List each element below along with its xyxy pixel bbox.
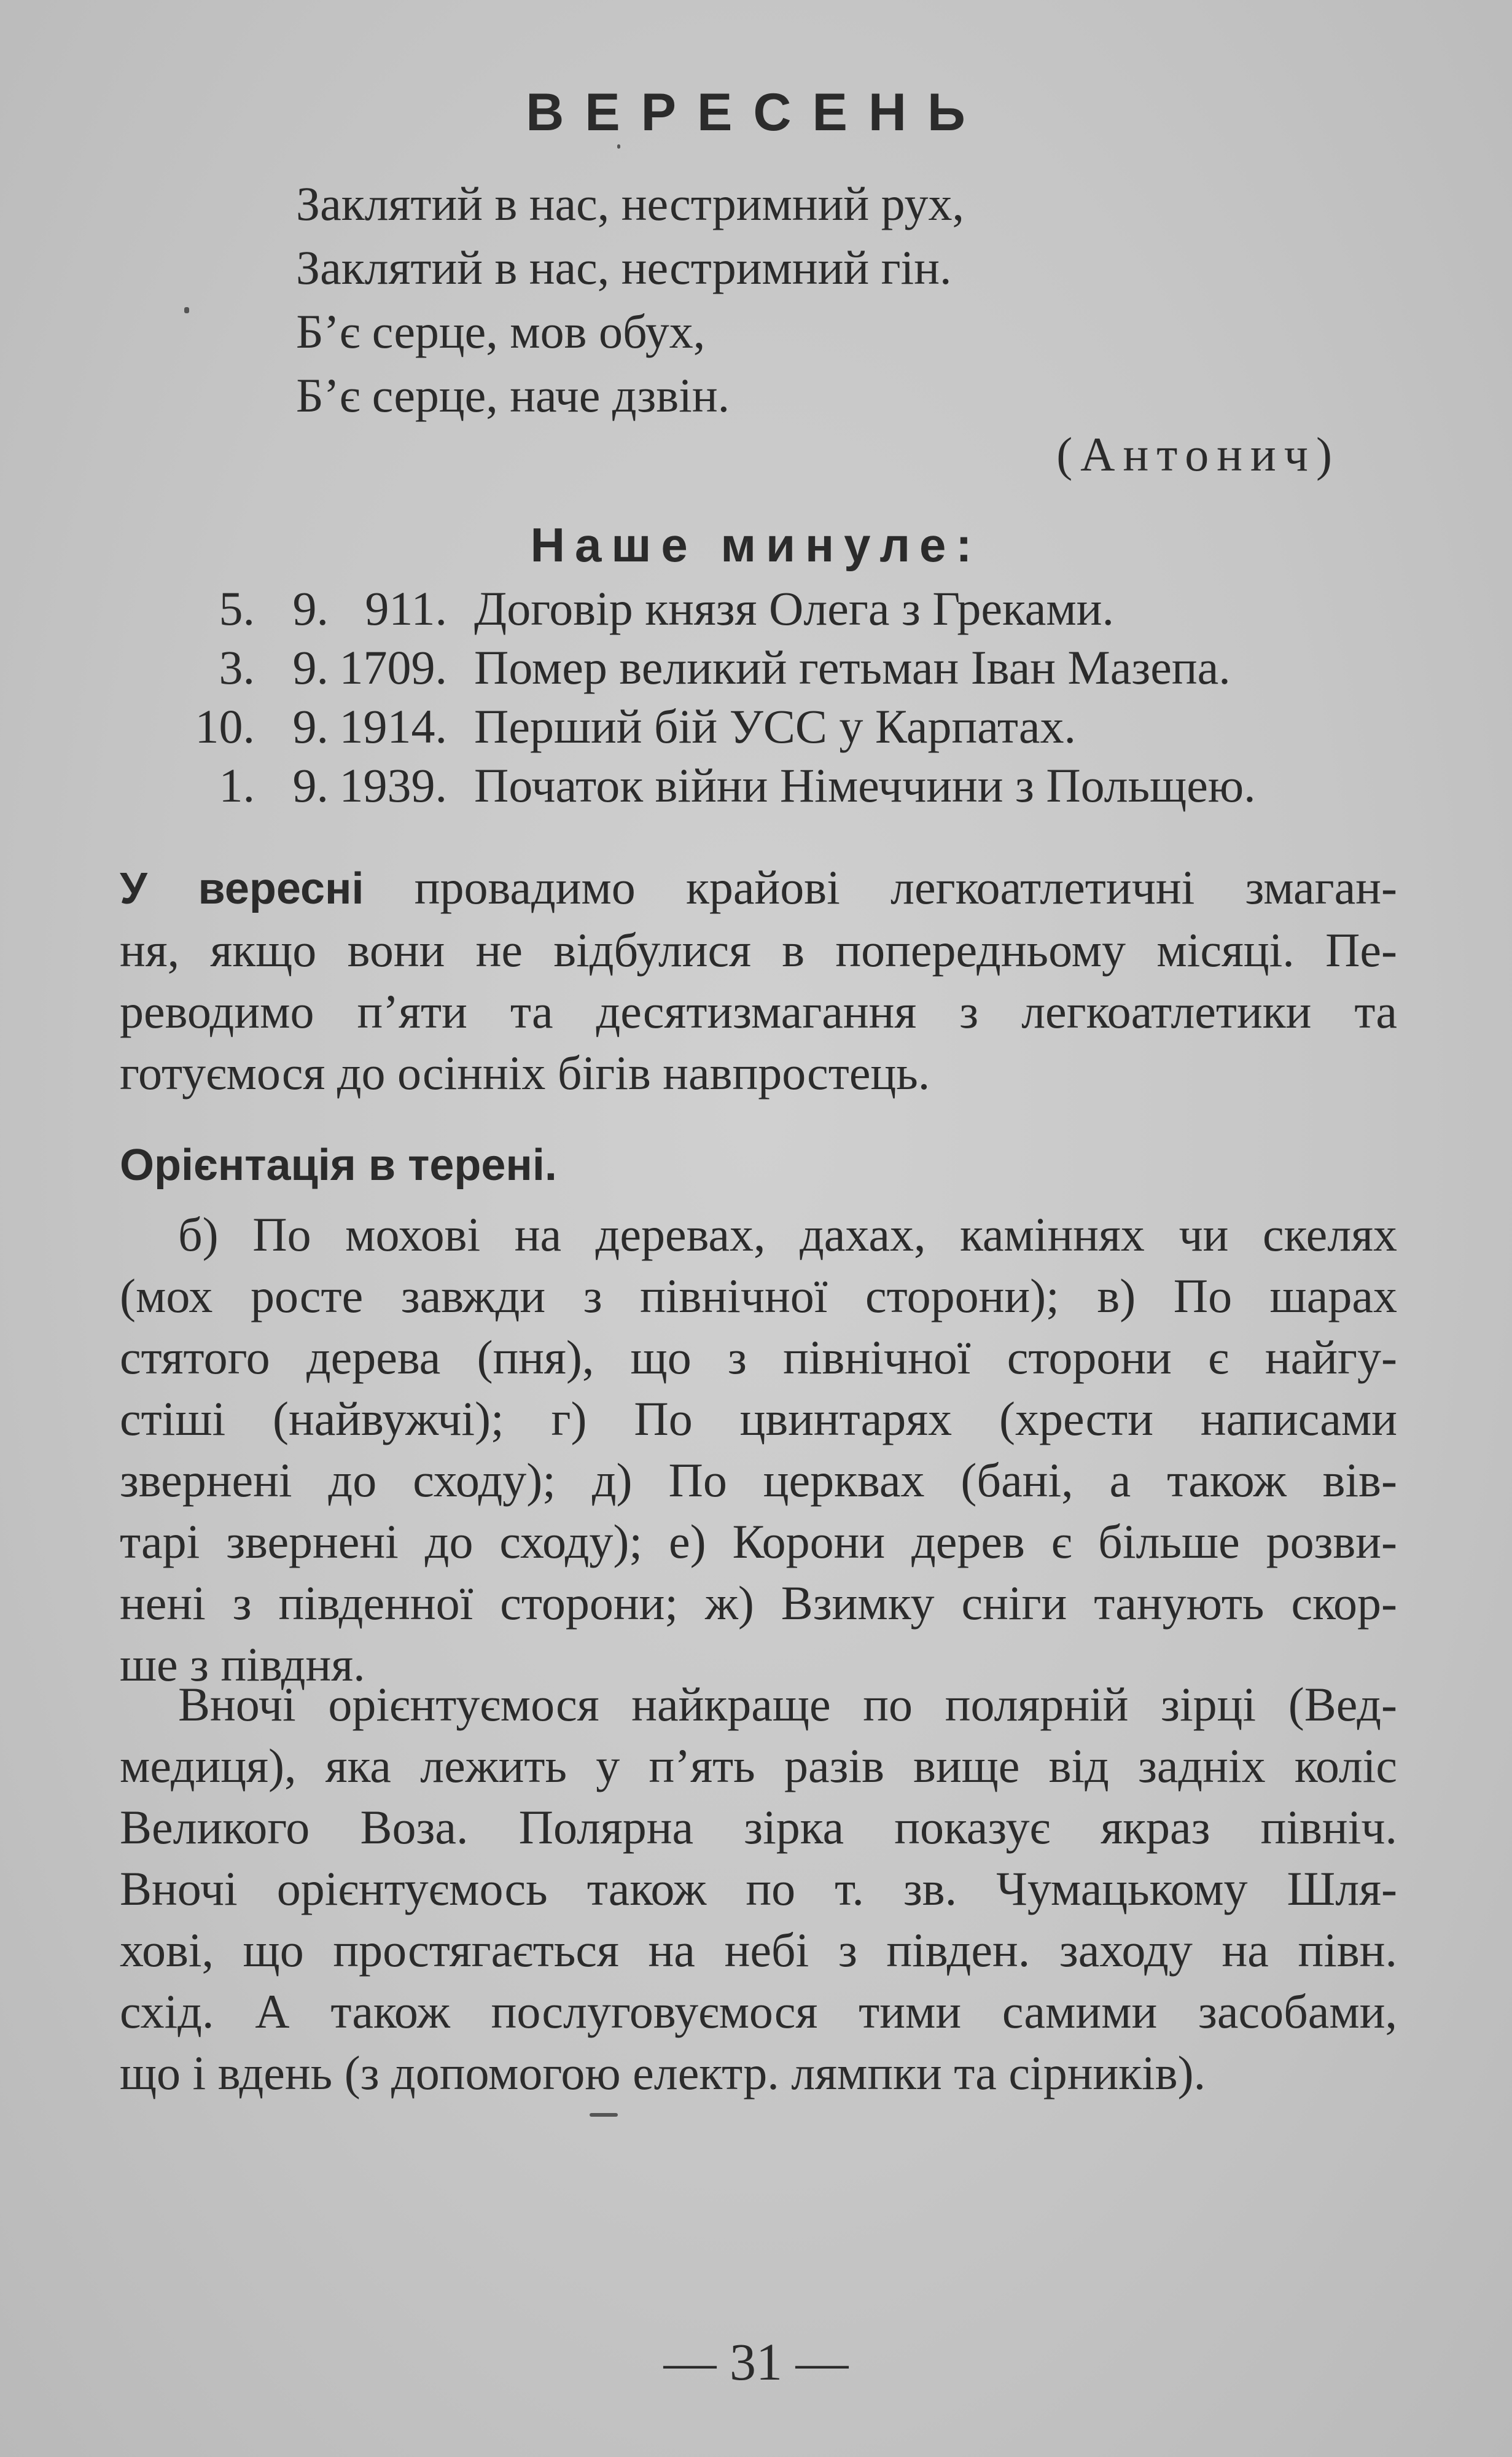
poem-author: (Антонич) xyxy=(1056,428,1340,481)
event-month: 9. xyxy=(292,582,329,635)
event-text: Помер великий гетьман Іван Мазепа. xyxy=(474,641,1231,694)
paragraph-line xyxy=(120,857,1397,920)
event-month: 9. xyxy=(292,700,329,753)
paragraph-line-text: провадимо крайові легкоатлетичні змаган- xyxy=(414,861,1398,914)
paragraph-line: стятого дерева (пня), що з північної сторони є найгу- xyxy=(120,1330,1397,1384)
event-year: 1914. xyxy=(339,700,447,753)
poem-line: Заклятий в нас, нестримний рух, xyxy=(296,177,965,230)
section-heading-our-past: Наше минуле: xyxy=(530,518,982,572)
event-row xyxy=(184,756,1256,815)
event-text: Перший бій УСС у Карпатах. xyxy=(474,700,1076,753)
print-speck xyxy=(184,307,189,313)
paragraph-line: Великого Воза. Полярна зірка показує якраз північ. xyxy=(120,1800,1397,1854)
paragraph-line: (мох росте завжди з північної сторони); в) По шарах xyxy=(120,1269,1397,1322)
event-row xyxy=(184,579,1256,638)
event-text: Договір князя Олега з Греками. xyxy=(474,582,1114,635)
event-year: 1939. xyxy=(339,759,447,812)
print-speck xyxy=(617,144,620,149)
page-title: ВЕРЕСЕНЬ xyxy=(526,83,986,142)
event-month: 9. xyxy=(292,759,329,812)
paragraph-line: що і вдень (з допомогою електр. лямпки та сірників). xyxy=(120,2046,1206,2100)
event-day: 5. xyxy=(219,582,255,635)
event-year: 1709. xyxy=(339,641,447,694)
paragraph-line: схід. А також послуговуємося тими самими засобами, xyxy=(120,1985,1397,2038)
paragraph-lead: У вересні xyxy=(120,864,364,913)
paragraph-line: б) По мохові на деревах, дахах, каміннях чи скелях xyxy=(178,1208,1397,1261)
poem-line: Заклятий в нас, нестримний гін. xyxy=(296,241,952,294)
events-list xyxy=(184,579,1256,815)
paragraph-line: Вночі орієнтуємось також по т. зв. Чумацькому Шля- xyxy=(120,1862,1397,1915)
event-row xyxy=(184,697,1256,756)
paragraph-line: ня, якщо вони не відбулися в попередньому місяці. Пе- xyxy=(120,923,1397,977)
paragraph-line: ше з півдня. xyxy=(120,1638,365,1691)
paragraph-line: нені з південної сторони; ж) Взимку сніги танують скор- xyxy=(120,1576,1397,1630)
september-paragraph xyxy=(120,857,1397,1104)
epigraph-poem xyxy=(296,172,964,428)
orientation-paragraph-2 xyxy=(120,1674,1397,2104)
event-year: 911. xyxy=(365,582,447,635)
page-number: — 31 — xyxy=(663,2332,849,2391)
event-day: 3. xyxy=(219,641,255,694)
section-heading-orientation: Орієнтація в терені. xyxy=(120,1141,557,1190)
poem-line: Б’є серце, наче дзвін. xyxy=(296,369,730,422)
event-row xyxy=(184,638,1256,697)
orientation-paragraph-1 xyxy=(120,1204,1397,1695)
paragraph-line: стіші (найвужчі); г) По цвинтарях (хрести написами xyxy=(120,1392,1397,1445)
poem-line: Б’є серце, мов обух, xyxy=(296,305,706,358)
event-month: 9. xyxy=(292,641,329,694)
print-speck xyxy=(590,2113,618,2117)
paragraph-line: звернені до сходу); д) По церквах (бані, а також вів- xyxy=(120,1453,1397,1507)
paragraph-line: реводимо п’яти та десятизмагання з легкоатлетики та xyxy=(120,985,1397,1038)
paragraph-line: готуємося до осінніх бігів навпростець. xyxy=(120,1046,930,1100)
paragraph-line: хові, що простягається на небі з півден. заходу на півн. xyxy=(120,1923,1397,1977)
event-day: 1. xyxy=(219,759,255,812)
event-day: 10. xyxy=(195,700,255,753)
paragraph-line: медиця), яка лежить у п’ять разів вище від задніх коліс xyxy=(120,1739,1397,1792)
paragraph-line: тарі звернені до сходу); е) Корони дерев є більше розви- xyxy=(120,1515,1397,1568)
paragraph-line: Вночі орієнтуємося найкраще по полярній зірці (Вед- xyxy=(178,1678,1397,1731)
event-text: Початок війни Німеччини з Польщею. xyxy=(474,759,1256,812)
